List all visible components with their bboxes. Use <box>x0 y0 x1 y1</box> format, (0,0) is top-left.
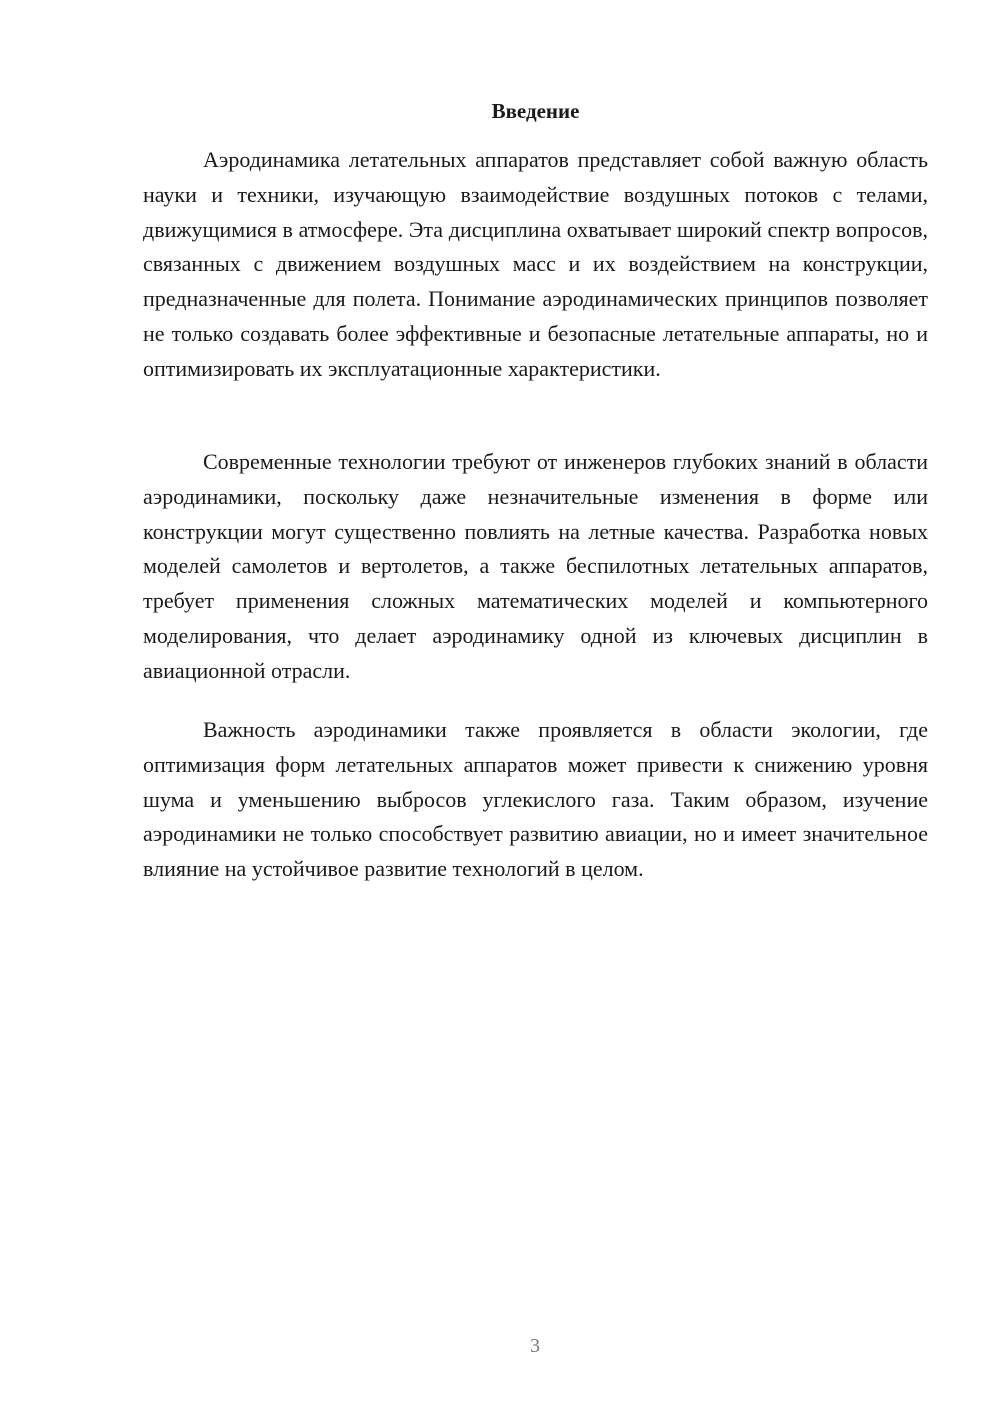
paragraph-1: Аэродинамика летательных аппаратов представляет собой важную область науки и техники, изучающую взаимодействие воздушных потоков с телами, движущимися в атмосфере. Эта дисциплина охватывает широкий спектр вопросов, связанных с движением воздушных масс и их воздействием на конструкции, предназначенные для полета. Понимание аэродинамических принципов позволяет не только создавать более эффективные и безопасные летательные аппараты, но и оптимизировать их эксплуатационные характеристики. <box>143 147 928 381</box>
page-number: 3 <box>530 1335 540 1357</box>
paragraph-2: Современные технологии требуют от инженеров глубоких знаний в области аэродинамики, поскольку даже незначительные изменения в форме или конструкции могут существенно повлиять на летные качества. Разработка новых моделей самолетов и вертолетов, а также беспилотных летательных аппаратов, требует применения сложных математических моделей и компьютерного моделирования, что делает аэродинамику одной из ключевых дисциплин в авиационной отрасли. <box>143 449 928 683</box>
section-title: Введение <box>491 99 580 123</box>
paragraph-3: Важность аэродинамики также проявляется в области экологии, где оптимизация форм летательных аппаратов может привести к снижению уровня шума и уменьшению выбросов углекислого газа. Таким образом, изучение аэродинамики не только способствует развитию авиации, но и имеет значительное влияние на устойчивое развитие технологий в целом. <box>143 717 928 882</box>
